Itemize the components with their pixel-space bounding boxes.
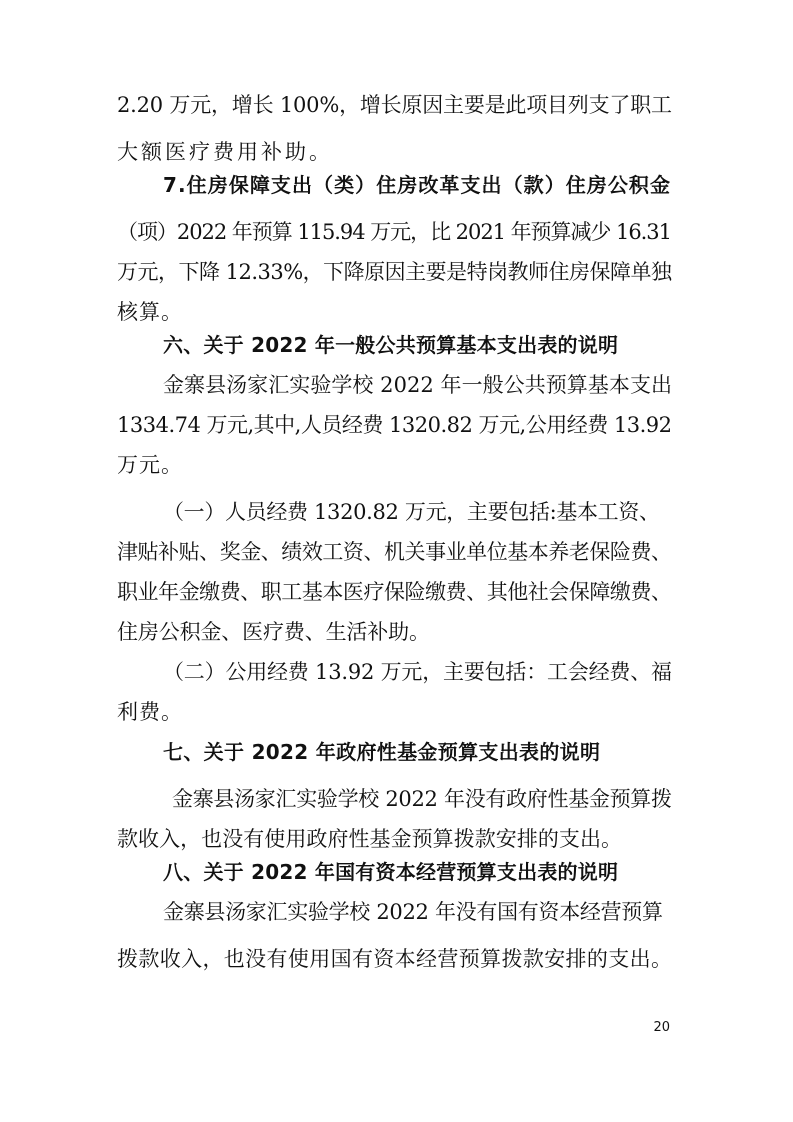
page-number: 20 bbox=[653, 1020, 670, 1035]
paragraph-line: 2.20 万元，增长 100%，增长原因主要是此项目列支了职工 bbox=[117, 93, 672, 117]
paragraph-line: 津贴补贴、奖金、绩效工资、机关事业单位基本养老保险费、 bbox=[117, 540, 672, 564]
paragraph-line: 金寨县汤家汇实验学校 2022 年没有国有资本经营预算 bbox=[163, 900, 663, 924]
paragraph-line: 款收入，也没有使用政府性基金预算拨款安排的支出。 bbox=[117, 827, 623, 851]
paragraph-line: 大额医疗费用补助。 bbox=[117, 140, 333, 164]
paragraph-line: 1334.74 万元,其中,人员经费 1320.82 万元,公用经费 13.92 bbox=[117, 413, 672, 437]
paragraph-line: 职业年金缴费、职工基本医疗保险缴费、其他社会保障缴费、 bbox=[117, 580, 672, 604]
paragraph-line: （一）人员经费 1320.82 万元，主要包括:基本工资、 bbox=[163, 500, 660, 524]
paragraph-line: （项）2022 年预算 115.94 万元，比 2021 年预算减少 16.31 bbox=[117, 220, 671, 244]
paragraph-line: 拨款收入，也没有使用国有资本经营预算拨款安排的支出。 bbox=[117, 947, 673, 971]
paragraph-line: 万元，下降 12.33%，下降原因主要是特岗教师住房保障单独 bbox=[117, 260, 672, 284]
section-heading: 八、关于 2022 年国有资本经营预算支出表的说明 bbox=[163, 860, 619, 884]
paragraph-line: 金寨县汤家汇实验学校 2022 年没有政府性基金预算拨 bbox=[172, 787, 672, 811]
paragraph-line: 住房公积金、医疗费、生活补助。 bbox=[117, 620, 430, 644]
paragraph-line: 核算。 bbox=[117, 300, 183, 324]
paragraph-line: 利费。 bbox=[117, 700, 183, 724]
paragraph-line: 万元。 bbox=[117, 453, 183, 477]
section-heading: 7.住房保障支出（类）住房改革支出（款）住房公积金 bbox=[163, 173, 672, 197]
section-heading: 七、关于 2022 年政府性基金预算支出表的说明 bbox=[163, 740, 601, 764]
section-heading: 六、关于 2022 年一般公共预算基本支出表的说明 bbox=[163, 333, 619, 357]
paragraph-line: 金寨县汤家汇实验学校 2022 年一般公共预算基本支出 bbox=[163, 373, 673, 397]
paragraph-line: （二）公用经费 13.92 万元，主要包括：工会经费、福 bbox=[163, 660, 672, 684]
